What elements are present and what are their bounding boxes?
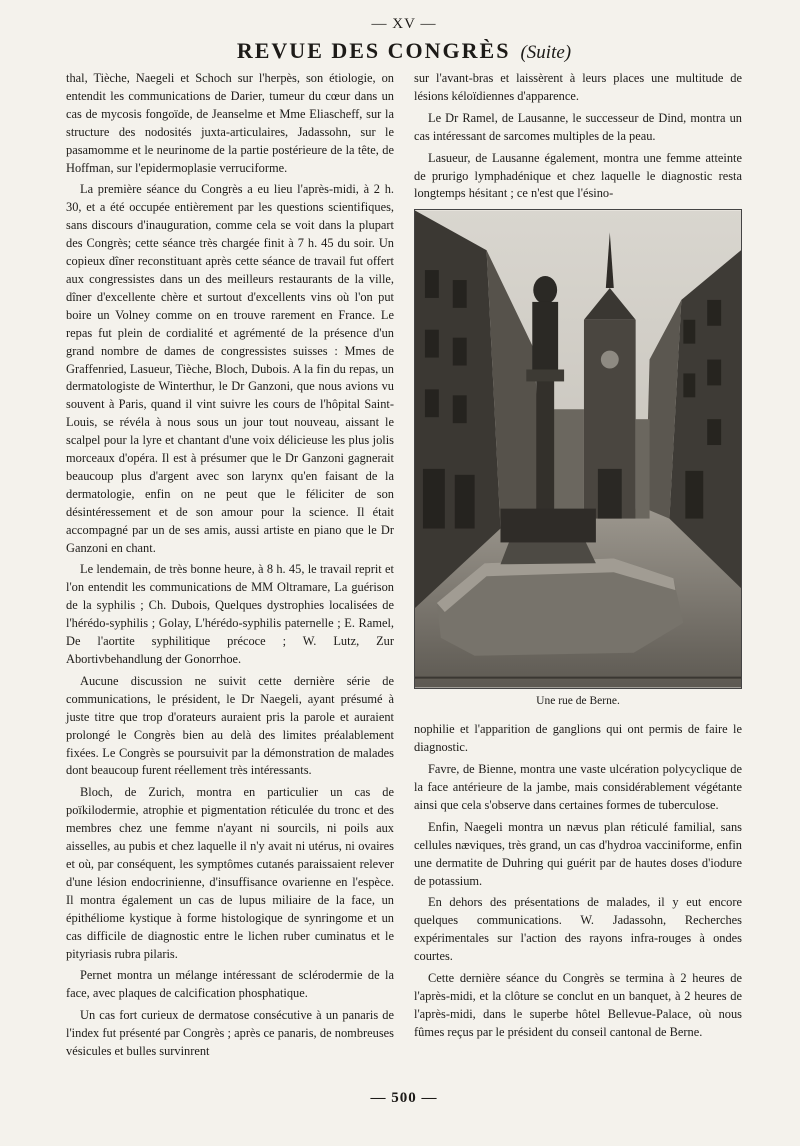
paragraph: En dehors des présentations de malades, il y eut encore quelques communications. W. Jadassohn, Recherches expérimentales sur l'action des rayons infra-rouges à ondes courtes. (414, 895, 742, 964)
paragraph: nophilie et l'apparition de ganglions qui ont permis de faire le diagnostic. (414, 722, 742, 755)
paragraph: La première séance du Congrès a eu lieu l'après-midi, à 2 h. 30, et a été occupée entièrement par les questions scientifiques, sans discours d'inauguration, comme cela se voit dans la plupart des Congrès; cette séance très chargée finit à 7 h. 45 du soir. Un copieux dîner reconstituant après cette séance de travail fut offert aux congressistes dans un des meilleurs restaurants de la ville, dîner d'excellente chère et surtout d'excellents vins où l'on put boire un Volney comme on en trouve rarement en France. Le repas fut plein de cordialité et agrémenté de la présence d'un grand nombre de dames de congressistes suisses : Mmes de Graffenried, Lasueur, Tièche, Bloch, Dubois. A la fin du repas, un dermatologiste de Winterthur, le Dr Ganzoni, que nous avions vu souvent à Paris, quand il vint suivre les cours de l'hôpital Saint-Louis, se révéla à nous sous un jour tout nouveau, aissant le scalpel pour la lyre et chantant d'une voix délicieuse les plus jolis morceaux d'opéra. Il est à présumer que le Dr Ganzoni gagnerait beaucoup plus d'argent avec son larynx qu'en faisant de la dermatologie, enfin on ne peut que le féliciter de son désintéressement et de son amour pour la science. Il était accompagné par un de ses amis, aussi artiste en piano que le Dr Ganzoni en chant. (66, 182, 394, 555)
paragraph: Pernet montra un mélange intéressant de sclérodermie de la face, avec plaques de calcification phosphatique. (66, 968, 394, 1001)
paragraph: Le Dr Ramel, de Lausanne, le successeur de Dind, montra un cas intéressant de sarcomes multiples de la peau. (414, 110, 742, 143)
figure-caption: Une rue de Berne. (536, 695, 620, 708)
right-column (414, 70, 742, 1088)
page-title: REVUE DES CONGRÈS (236, 38, 511, 63)
paragraph: Bloch, de Zurich, montra en particulier un cas de poïkilodermie, atrophie et pigmentation réticulée du tronc et des membres chez une femme n'ayant ni sourcils, ni poils aux aisselles, au pubis et chez laquelle il n'y avait ni utérus, ni ovaires et où, par conséquent, les symptômes cutanés paraissaient relever d'une lésion endocrinienne, d'insuffisance ovarienne en l'espèce. Il montra également un cas de lupus miliaire de la face, un épithéliome kystique à forme histologique de synringome et un cas difficile de diagnostic entre le lichen ruber cuminatus et le pityriasis rubra pilaris. (66, 785, 394, 961)
title-suffix: (Suite) (520, 42, 572, 63)
paragraph: Le lendemain, de très bonne heure, à 8 h. 45, le travail reprit et l'on entendit les communications de MM Oltramare, La guérison de la syphilis ; Ch. Dubois, Quelques dystrophies localisées de l'hérédo-syphilis ; Golay, L'hérédo-syphilis paternelle ; E. Ramel, De l'aortite syphilitique précoce ; W. Lutz, Zur Abortivbehandlung der Gonorrhoe. (66, 562, 394, 666)
paragraph: thal, Tièche, Naegeli et Schoch sur l'herpès, son étiologie, on entendit les communications de Darier, tumeur du cœur dans un cas de mycosis fongoïde, de Jeanselme et Mme Eliascheff, sur la structure des nodosités juxta-articulaires, Jadassohn, sur le pasamomme et le neurinome de la partie postérieure de la tête, de Hoffman, sur l'epidermoplasie verruciforme. (66, 71, 394, 175)
paragraph: Un cas fort curieux de dermatose consécutive à un panaris de l'index fut présenté par Congrès ; après ce panaris, de nombreuses vésicules et bulles survinrent (66, 1008, 394, 1059)
left-column (66, 70, 394, 1088)
bern-street-photo (414, 209, 742, 689)
paragraph: Aucune discussion ne suivit cette dernière série de communications, le président, le Dr Naegeli, ayant présumé à juste titre que trop d'orateurs auraient pris la parole et auraient prolongé le Congrès bien au delà des limites préalablement fixées. Le Congrès se poursuivit par la démonstration de malades dont beaucoup furent réellement très intéressants. (66, 673, 394, 778)
paragraph: Cette dernière séance du Congrès se termina à 2 heures de l'après-midi, et la clôture se conclut en un banquet, à 2 heures de l'après-midi, dans le superbe hôtel Bellevue-Palace, où nous fûmes reçus par le président du conseil cantonal de Berne. (414, 971, 742, 1039)
paragraph: Favre, de Bienne, montra une vaste ulcération polycyclique de la face antérieure de la jambe, mais considérablement végétante ainsi que cela s'observe dans certaines formes de tuberculose. (414, 762, 742, 812)
paragraph: sur l'avant-bras et laissèrent à leurs places une multitude de lésions kéloïdiennes d'apparence. (414, 71, 742, 103)
figure-bern-street (414, 209, 742, 711)
page-header (66, 34, 742, 68)
two-column-body (66, 70, 742, 1088)
page-number: — 500 — (370, 1090, 438, 1106)
top-folio: — XV — (371, 16, 437, 32)
paragraph: Lasueur, de Lausanne également, montra une femme atteinte de prurigo lymphadénique et chez laquelle le diagnostic resta longtemps hésitant ; ce n'est que l'ésino- (414, 150, 742, 201)
paragraph: Enfin, Naegeli montra un nævus plan réticulé familial, sans cellules næviques, très grand, un cas d'hydroa vacciniforme, enfin une dermatite de Duhring qui guérit par de hautes doses d'iodure de potassium. (414, 819, 742, 888)
